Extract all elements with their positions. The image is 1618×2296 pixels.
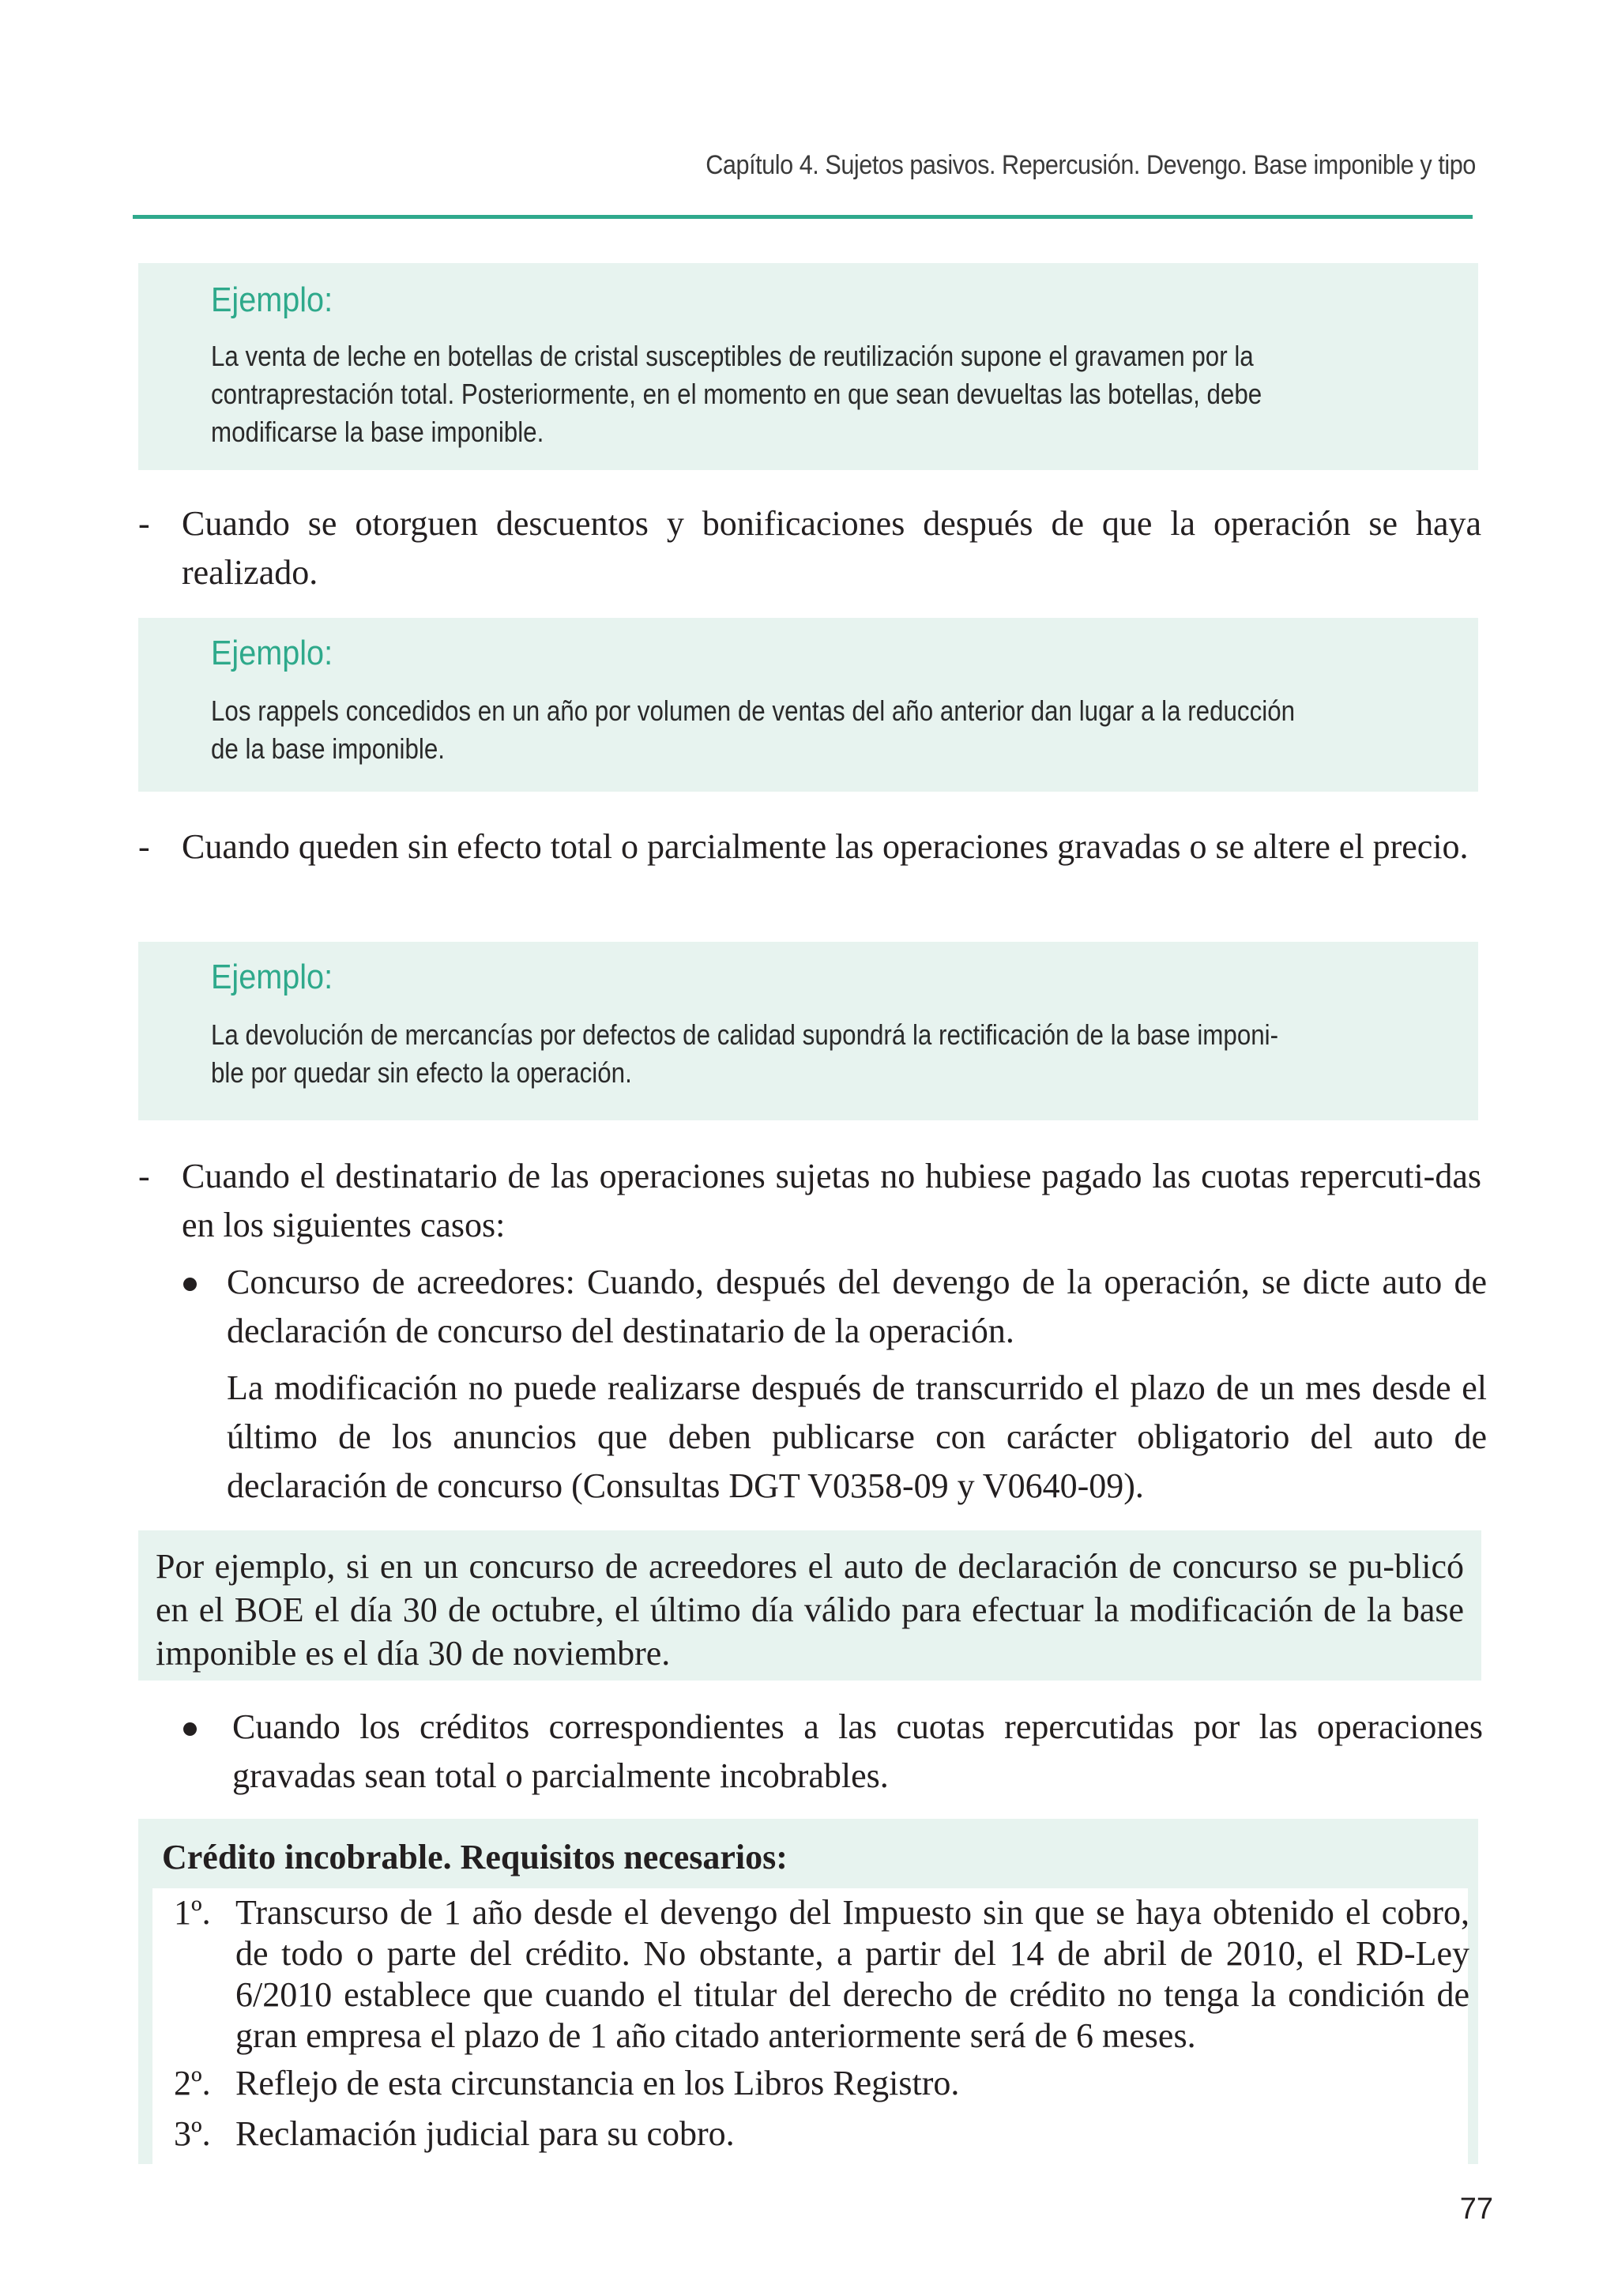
bullet-text: Cuando los créditos correspondientes a las cuotas repercutidas por las operaciones gravadas sean total o parcialmente incobrables. [232,1707,1483,1795]
example-note: Por ejemplo, si en un concurso de acreedores el auto de declaración de concurso se pu-blicó en el BOE el día 30 de octubre, el último día válido para efectuar la modificación de la base imponible es el día 30 de noviembre. [138,1530,1481,1681]
example-title: Ejemplo: [211,634,333,672]
list-item-text: Cuando se otorguen descuentos y bonificaciones después de que la operación se haya realizado. [182,504,1481,592]
list-item-text: Cuando el destinatario de las operaciones sujetas no hubiese pagado las cuotas repercuti-das en los siguientes casos: [182,1157,1481,1244]
item-text: Reclamación judicial para su cobro. [235,2114,735,2153]
example-line: modificarse la base imponible. [211,416,544,448]
example-box-3 [138,942,1478,1120]
dash-marker: - [138,1157,150,1195]
bullet-item [183,1703,1483,1801]
list-item [138,499,1481,597]
example-line: contraprestación total. Posteriormente, en el momento en que sean devueltas las botellas, debe [211,378,1262,410]
example-box-2 [138,618,1478,792]
numbered-item [174,2113,1469,2155]
bullet-paragraph: La modificación no puede realizarse después de transcurrido el plazo de un mes desde el último de los anuncios que deben publicarse con carácter obligatorio del auto de declaración de concurso (Consultas DGT V0358-09 y V0640-09). [227,1368,1487,1505]
example-box-1 [138,263,1478,470]
example-title: Ejemplo: [211,958,333,996]
example-line: ble por quedar sin efecto la operación. [211,1056,632,1089]
bullet-icon [183,1722,197,1736]
item-number: 2º. [174,2064,211,2102]
list-item [138,1152,1481,1250]
example-line: de la base imponible. [211,732,446,765]
numbered-item [174,2063,1469,2104]
item-text: Reflejo de esta circunstancia en los Libros Registro. [235,2064,960,2102]
list-item-text: Cuando queden sin efecto total o parcialmente las operaciones gravadas o se altere el precio. [182,827,1469,866]
list-item [138,822,1481,871]
example-text [211,692,1407,768]
example-line: La venta de leche en botellas de cristal susceptibles de reutilización supone el gravamen por la [211,340,1254,372]
page-number: 77 [1459,2192,1493,2226]
item-text: Transcurso de 1 año desde el devengo del Impuesto sin que se haya obtenido el cobro, de todo o parte del crédito. No obstante, a partir del 14 de abril de 2010, el RD-Ley 6/2010 establece que cuando el titular del derecho de crédito no tenga la condición de gran empresa el plazo de 1 año citado anteriormente será de 6 meses. [235,1893,1469,2055]
example-line: La devolución de mercancías por defectos de calidad supondrá la rectificación de la base imponi- [211,1018,1279,1051]
numbered-item [174,1892,1469,2057]
item-number: 3º. [174,2114,211,2153]
credit-title: Crédito incobrable. Requisitos necesarios: [162,1838,788,1876]
bullet-icon [183,1278,197,1291]
example-line: Los rappels concedidos en un año por volumen de ventas del año anterior dan lugar a la reducción [211,694,1296,727]
header-rule [133,215,1473,219]
bullet-item [183,1258,1487,1511]
dash-marker: - [138,504,150,543]
dash-marker: - [138,827,150,866]
bullet-text: Concurso de acreedores: Cuando, después del devengo de la operación, se dicte auto de declaración de concurso del destinatario de la operación. [227,1263,1487,1350]
running-header: Capítulo 4. Sujetos pasivos. Repercusión. Devengo. Base imponible y tipo [706,150,1476,180]
example-title: Ejemplo: [211,280,333,319]
example-text [211,1016,1407,1092]
item-number: 1º. [174,1893,211,1932]
example-text [211,337,1407,451]
